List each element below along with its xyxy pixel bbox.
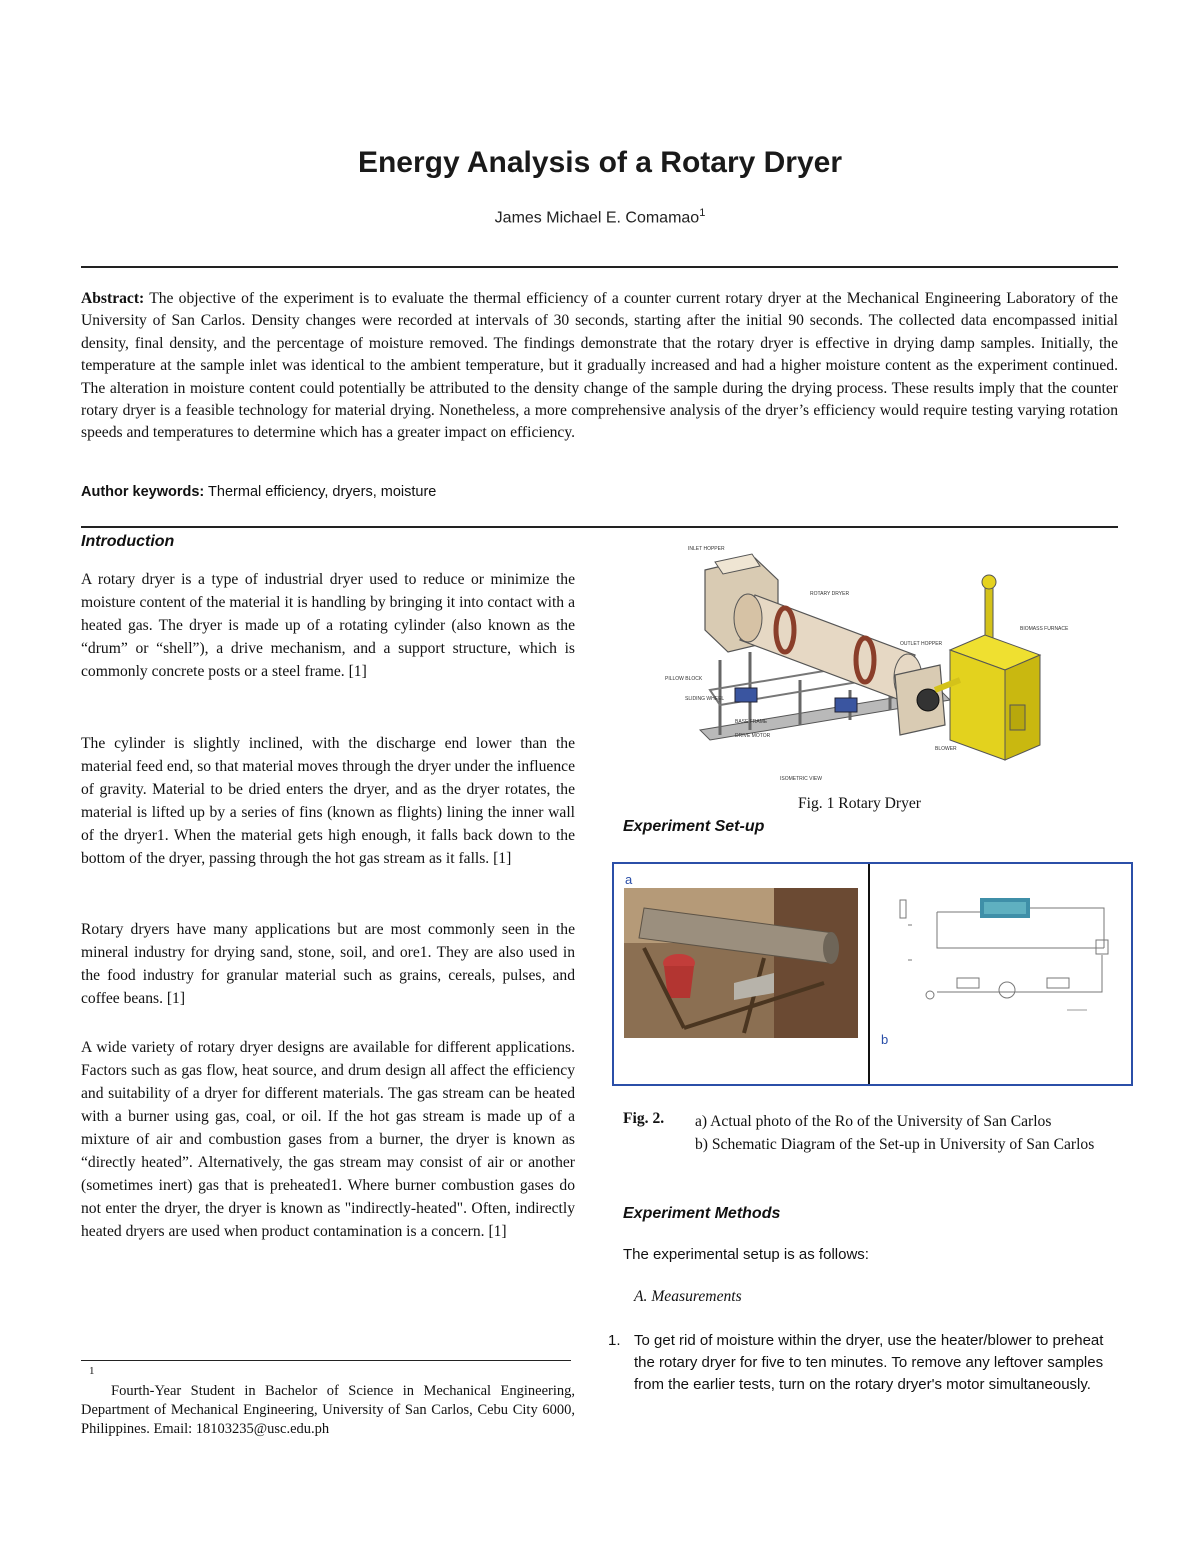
figure1-illustration	[660, 540, 1090, 790]
rotary-dryer-drawing	[660, 540, 1090, 790]
svg-text:ISOMETRIC VIEW: ISOMETRIC VIEW	[780, 776, 822, 782]
method-step-text: To get rid of moisture within the dryer, use the heater/blower to preheat the rotary dryer for five to ten minutes. To remove any leftover samples from the earlier tests, turn on the rotary dryer's motor simultaneously.	[634, 1332, 1104, 1393]
author-name: James Michael E. Comamao	[494, 209, 700, 227]
methods-intro: The experimental setup is as follows:	[623, 1246, 869, 1263]
photo-drawing	[624, 888, 858, 1038]
keywords-text: Thermal efficiency, dryers, moisture	[208, 484, 437, 500]
author-footnote-mark: 1	[699, 207, 706, 219]
abstract-text: The objective of the experiment is to evaluate the thermal efficiency of a counter current rotary dryer at the Mechanical Engineering Laboratory of the University of San Carlos. Density changes were recorded at intervals of 30 seconds, starting after the initial 90 seconds. The collected data encompassed initial density, final density, and the percentage of moisture removed. The findings demonstrate that the rotary dryer is effective in drying damp samples. Initially, the temperature at the sample inlet was identical to the ambient temperature, but it gradually increased and had a higher moisture content as the experiment continued. The alteration in moisture content could potentially be attributed to the density change of the sample during the drying process. These results imply that the counter rotary dryer is a feasible technology for material drying. Nonetheless, a more comprehensive analysis of the dryer’s efficiency would require testing varying rotation speeds and temperatures to determine which has a greater impact on efficiency.	[81, 290, 1118, 442]
paper-title: Energy Analysis of a Rotary Dryer	[357, 146, 843, 179]
figure2-caption-a: a) Actual photo of the Ro of the University of San Carlos	[695, 1113, 1052, 1130]
section-rule	[81, 526, 1118, 528]
intro-paragraph-2: The cylinder is slightly inclined, with the discharge end lower than the material feed end, so that material moves through the dryer under the influence of gravity. Material to be dried enters the dryer, and as the dryer rotates, the material is lifted up by a series of fins (known as flights) lining the inner wall of the dryer1. When the material gets high enough, it falls back down to the bottom of the dryer, passing through the hot gas stream as it falls. [1]	[81, 735, 575, 867]
svg-text:BIOMASS FURNACE: BIOMASS FURNACE	[1020, 626, 1069, 632]
author-line	[0, 207, 1200, 227]
svg-text:BLOWER: BLOWER	[935, 746, 957, 752]
methods-subheading: A. Measurements	[634, 1288, 742, 1305]
svg-text:SLIDING WHEEL: SLIDING WHEEL	[685, 696, 725, 702]
rotary-dryer-photo	[624, 888, 858, 1038]
svg-text:ROTARY DRYER: ROTARY DRYER	[810, 591, 850, 597]
footnote-text: Fourth-Year Student in Bachelor of Science in Mechanical Engineering, Department of Mechanical Engineering, University of San Carlos, Cebu City 6000, Philippines. Email: 18103235@usc.edu.ph	[81, 1383, 575, 1437]
intro-paragraph-1: A rotary dryer is a type of industrial dryer used to reduce or minimize the moisture content of the material it is handling by bringing it into contact with a heated gas. The dryer is made up of a rotating cylinder (also known as the “drum” or “shell”), a drive mechanism, and a support structure, which is commonly concrete posts or a steel frame. [1]	[81, 571, 575, 680]
figure2-divider	[868, 864, 870, 1084]
figure2-caption-b: b) Schematic Diagram of the Set-up in University of San Carlos	[695, 1136, 1095, 1153]
keywords	[81, 484, 1118, 500]
setup-heading: Experiment Set-up	[623, 818, 765, 835]
methods-heading: Experiment Methods	[623, 1205, 781, 1222]
top-rule	[81, 266, 1118, 268]
introduction-heading: Introduction	[81, 533, 175, 550]
figure2-caption-label: Fig. 2.	[623, 1110, 665, 1127]
figure2-label-b: b	[881, 1032, 889, 1047]
intro-paragraph-4: A wide variety of rotary dryer designs are available for different applications. Factors such as gas flow, heat source, and drum design all affect the efficiency and suitability of a dryer for different materials. The gas stream can be heated with a burner using gas, coal, or oil. If the hot gas stream is made up of a mixture of air and combustion gases from a burner, the dryer is known as “directly heated”. Alternatively, the gas stream may consist of air or another (sometimes inert) gas that is preheated1. Where burner combustion gases do not enter the dryer, the dryer is known as "indirectly-heated". Often, indirectly heated dryers are used when product contamination is a concern. [1]	[81, 1039, 575, 1240]
svg-text:BASE FRAME: BASE FRAME	[735, 719, 768, 725]
svg-text:DRIVE MOTOR: DRIVE MOTOR	[735, 733, 771, 739]
setup-schematic	[872, 870, 1127, 1040]
footnote-mark: 1	[89, 1365, 95, 1377]
figure1-caption: Fig. 1 Rotary Dryer	[798, 795, 921, 812]
schematic-drawing	[872, 870, 1127, 1040]
figure2-caption	[695, 1110, 1120, 1156]
svg-text:OUTLET HOPPER: OUTLET HOPPER	[900, 641, 943, 647]
svg-text:PILLOW BLOCK: PILLOW BLOCK	[665, 676, 703, 682]
footnote-rule	[81, 1360, 571, 1361]
figure2-label-a: a	[625, 872, 633, 887]
methods-steps	[608, 1330, 1119, 1396]
keywords-label: Author keywords:	[81, 484, 205, 500]
figure2-box	[612, 862, 1133, 1086]
method-step	[608, 1330, 1119, 1396]
method-step-number: 1.	[608, 1332, 621, 1349]
abstract	[81, 288, 1118, 445]
svg-text:INLET HOPPER: INLET HOPPER	[688, 546, 725, 552]
abstract-label: Abstract:	[81, 290, 145, 307]
intro-paragraph-3: Rotary dryers have many applications but are most commonly seen in the mineral industry for drying sand, stone, soil, and ore1. They are also used in the food industry for granular material such as grains, cereals, pulses, and coffee beans. [1]	[81, 921, 575, 1007]
